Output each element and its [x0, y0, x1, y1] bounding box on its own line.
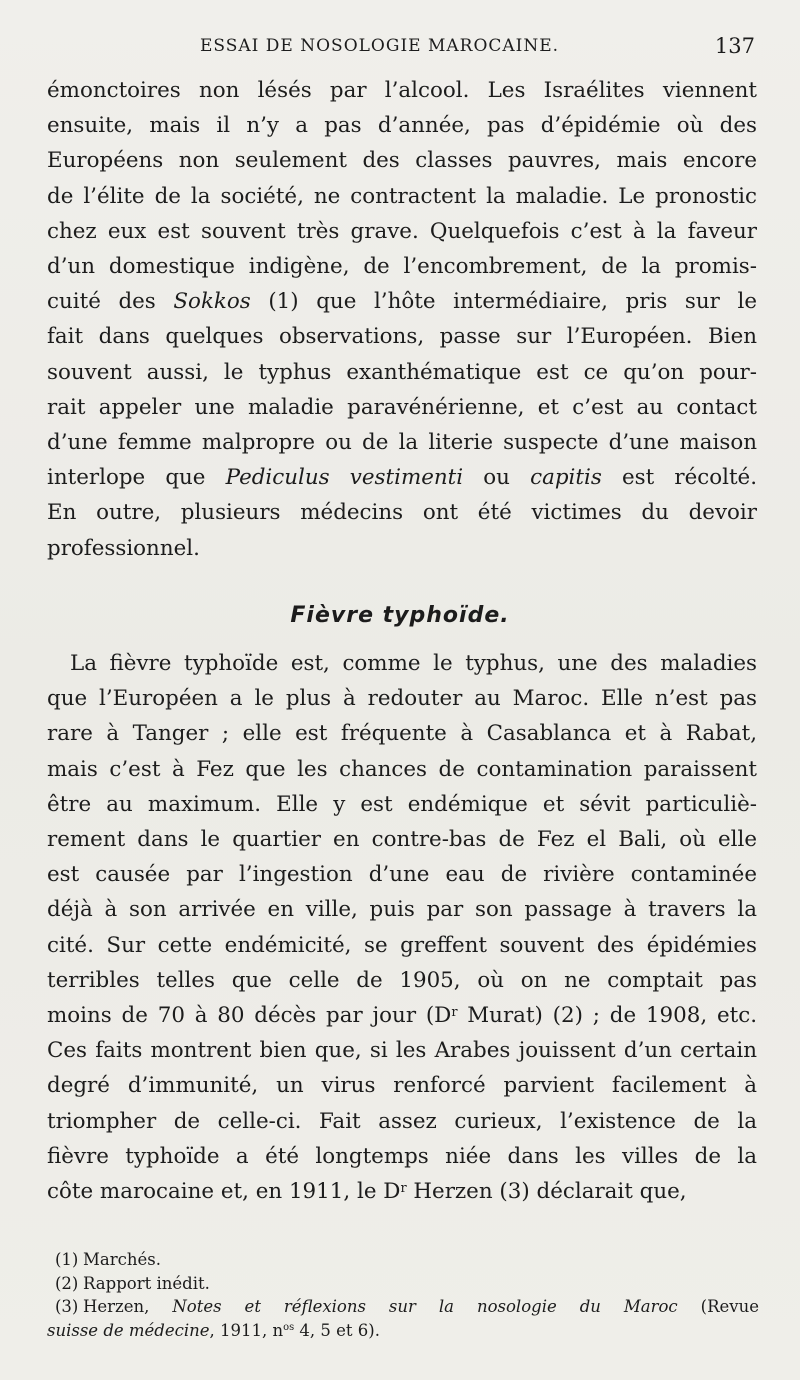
- text-line: rement dans le quartier en contre-bas de Fez el Bali, où elle: [47, 827, 757, 853]
- page-header: [200, 34, 755, 62]
- text-line: chez eux est souvent très grave. Quelquefois c’est à la faveur: [47, 218, 757, 244]
- text-line: triompher de celle-ci. Fait assez curieux, l’existence de la: [47, 1108, 757, 1134]
- text-line: être au maximum. Elle y est endémique et sévit particuliè-: [47, 791, 757, 817]
- footnote: suisse de médecine, 1911, $n^{os}$ 4, 5 et 6).: [47, 1320, 380, 1340]
- text-line: Ces faits montrent bien que, si les Arabes jouissent d’un certain: [47, 1038, 757, 1064]
- text-line: souvent aussi, le typhus exanthématique est ce qu’on pour-: [47, 359, 757, 385]
- italic-term: Notes et réflexions sur la nosologie du Maroc: [172, 1297, 678, 1316]
- section-heading: Fièvre typhoïde.: [290, 603, 510, 628]
- text-line: fièvre typhoïde a été longtemps niée dans les villes de la: [47, 1143, 757, 1169]
- text-line: degré d’immunité, un virus renforcé parvient facilement à: [47, 1073, 757, 1099]
- text-line: professionnel.: [47, 535, 200, 561]
- text-line: émonctoires non lésés par l’alcool. Les Israélites viennent: [47, 78, 757, 103]
- text-line: rait appeler une maladie paravénérienne, et c’est au contact: [47, 394, 757, 420]
- footnote: (1) Marchés.: [47, 1248, 759, 1272]
- text-line: La fièvre typhoïde est, comme le typhus, une des maladies: [70, 651, 757, 676]
- text-line: d’une femme malpropre ou de la literie suspecte d’une maison: [47, 430, 757, 456]
- text-line: En outre, plusieurs médecins ont été victimes du devoir: [47, 500, 757, 526]
- paragraph: [47, 646, 757, 1209]
- text-line: de l’élite de la société, ne contractent la maladie. Le pronostic: [47, 183, 757, 209]
- text-line: interlope que Pediculus vestimenti ou capitis est récolté.: [47, 465, 757, 491]
- text-line: terribles telles que celle de 1905, où on ne comptait pas: [47, 967, 757, 993]
- paragraph-typhus-continued: [47, 73, 757, 566]
- superscript: r: [400, 1181, 407, 1197]
- text-line: est causée par l’ingestion d’une eau de rivière contaminée: [47, 862, 757, 888]
- text-line: cité. Sur cette endémicité, se greffent souvent des épidémies: [47, 932, 757, 958]
- footnotes: [47, 1248, 759, 1342]
- text-line: fait dans quelques observations, passe sur l’Européen. Bien: [47, 324, 757, 350]
- footnote: (2) Rapport inédit.: [47, 1272, 759, 1296]
- text-line: rare à Tanger ; elle est fréquente à Casablanca et à Rabat,: [47, 721, 757, 747]
- text-line: cuité des Sokkos (1) que l’hôte intermédiaire, pris sur le: [47, 289, 758, 315]
- text-line: déjà à son arrivée en ville, puis par son passage à travers la: [47, 897, 757, 923]
- text-line: d’un domestique indigène, de l’encombrement, de la promis-: [47, 254, 757, 280]
- footnote: (3) Herzen, Notes et réflexions sur la nosologie du Maroc (Revue: [47, 1295, 759, 1319]
- text-line: côte marocaine et, en 1911, le $D^r$ Herzen (3) déclarait que,: [47, 1179, 687, 1205]
- italic-term: Pediculus vestimenti: [225, 465, 464, 491]
- text-line: que l’Européen a le plus à redouter au Maroc. Elle n’est pas: [47, 686, 757, 712]
- paragraph: [47, 73, 757, 566]
- page-number: 137: [714, 34, 755, 58]
- text-line: ensuite, mais il n’y a pas d’année, pas d’épidémie où des: [47, 113, 757, 139]
- footnote-number: (1): [55, 1250, 79, 1269]
- superscript: os: [283, 1321, 295, 1333]
- footnote-number: (3): [55, 1297, 79, 1316]
- italic-term: Sokkos: [173, 289, 251, 315]
- italic-term: capitis: [530, 465, 602, 491]
- text-line: mais c’est à Fez que les chances de contamination paraissent: [47, 756, 757, 782]
- footnote-number: (2): [55, 1273, 79, 1293]
- italic-term: suisse de médecine: [47, 1320, 210, 1340]
- text-line: Européens non seulement des classes pauvres, mais encore: [47, 148, 757, 174]
- running-title: ESSAI DE NOSOLOGIE MAROCAINE.: [200, 36, 560, 56]
- paragraph-fievre-typhoide: [47, 646, 757, 1209]
- superscript: r: [451, 1005, 458, 1021]
- text-line: moins de 70 à 80 décès par jour ($D^r$ Murat) (2) ; de 1908, etc.: [47, 1003, 758, 1029]
